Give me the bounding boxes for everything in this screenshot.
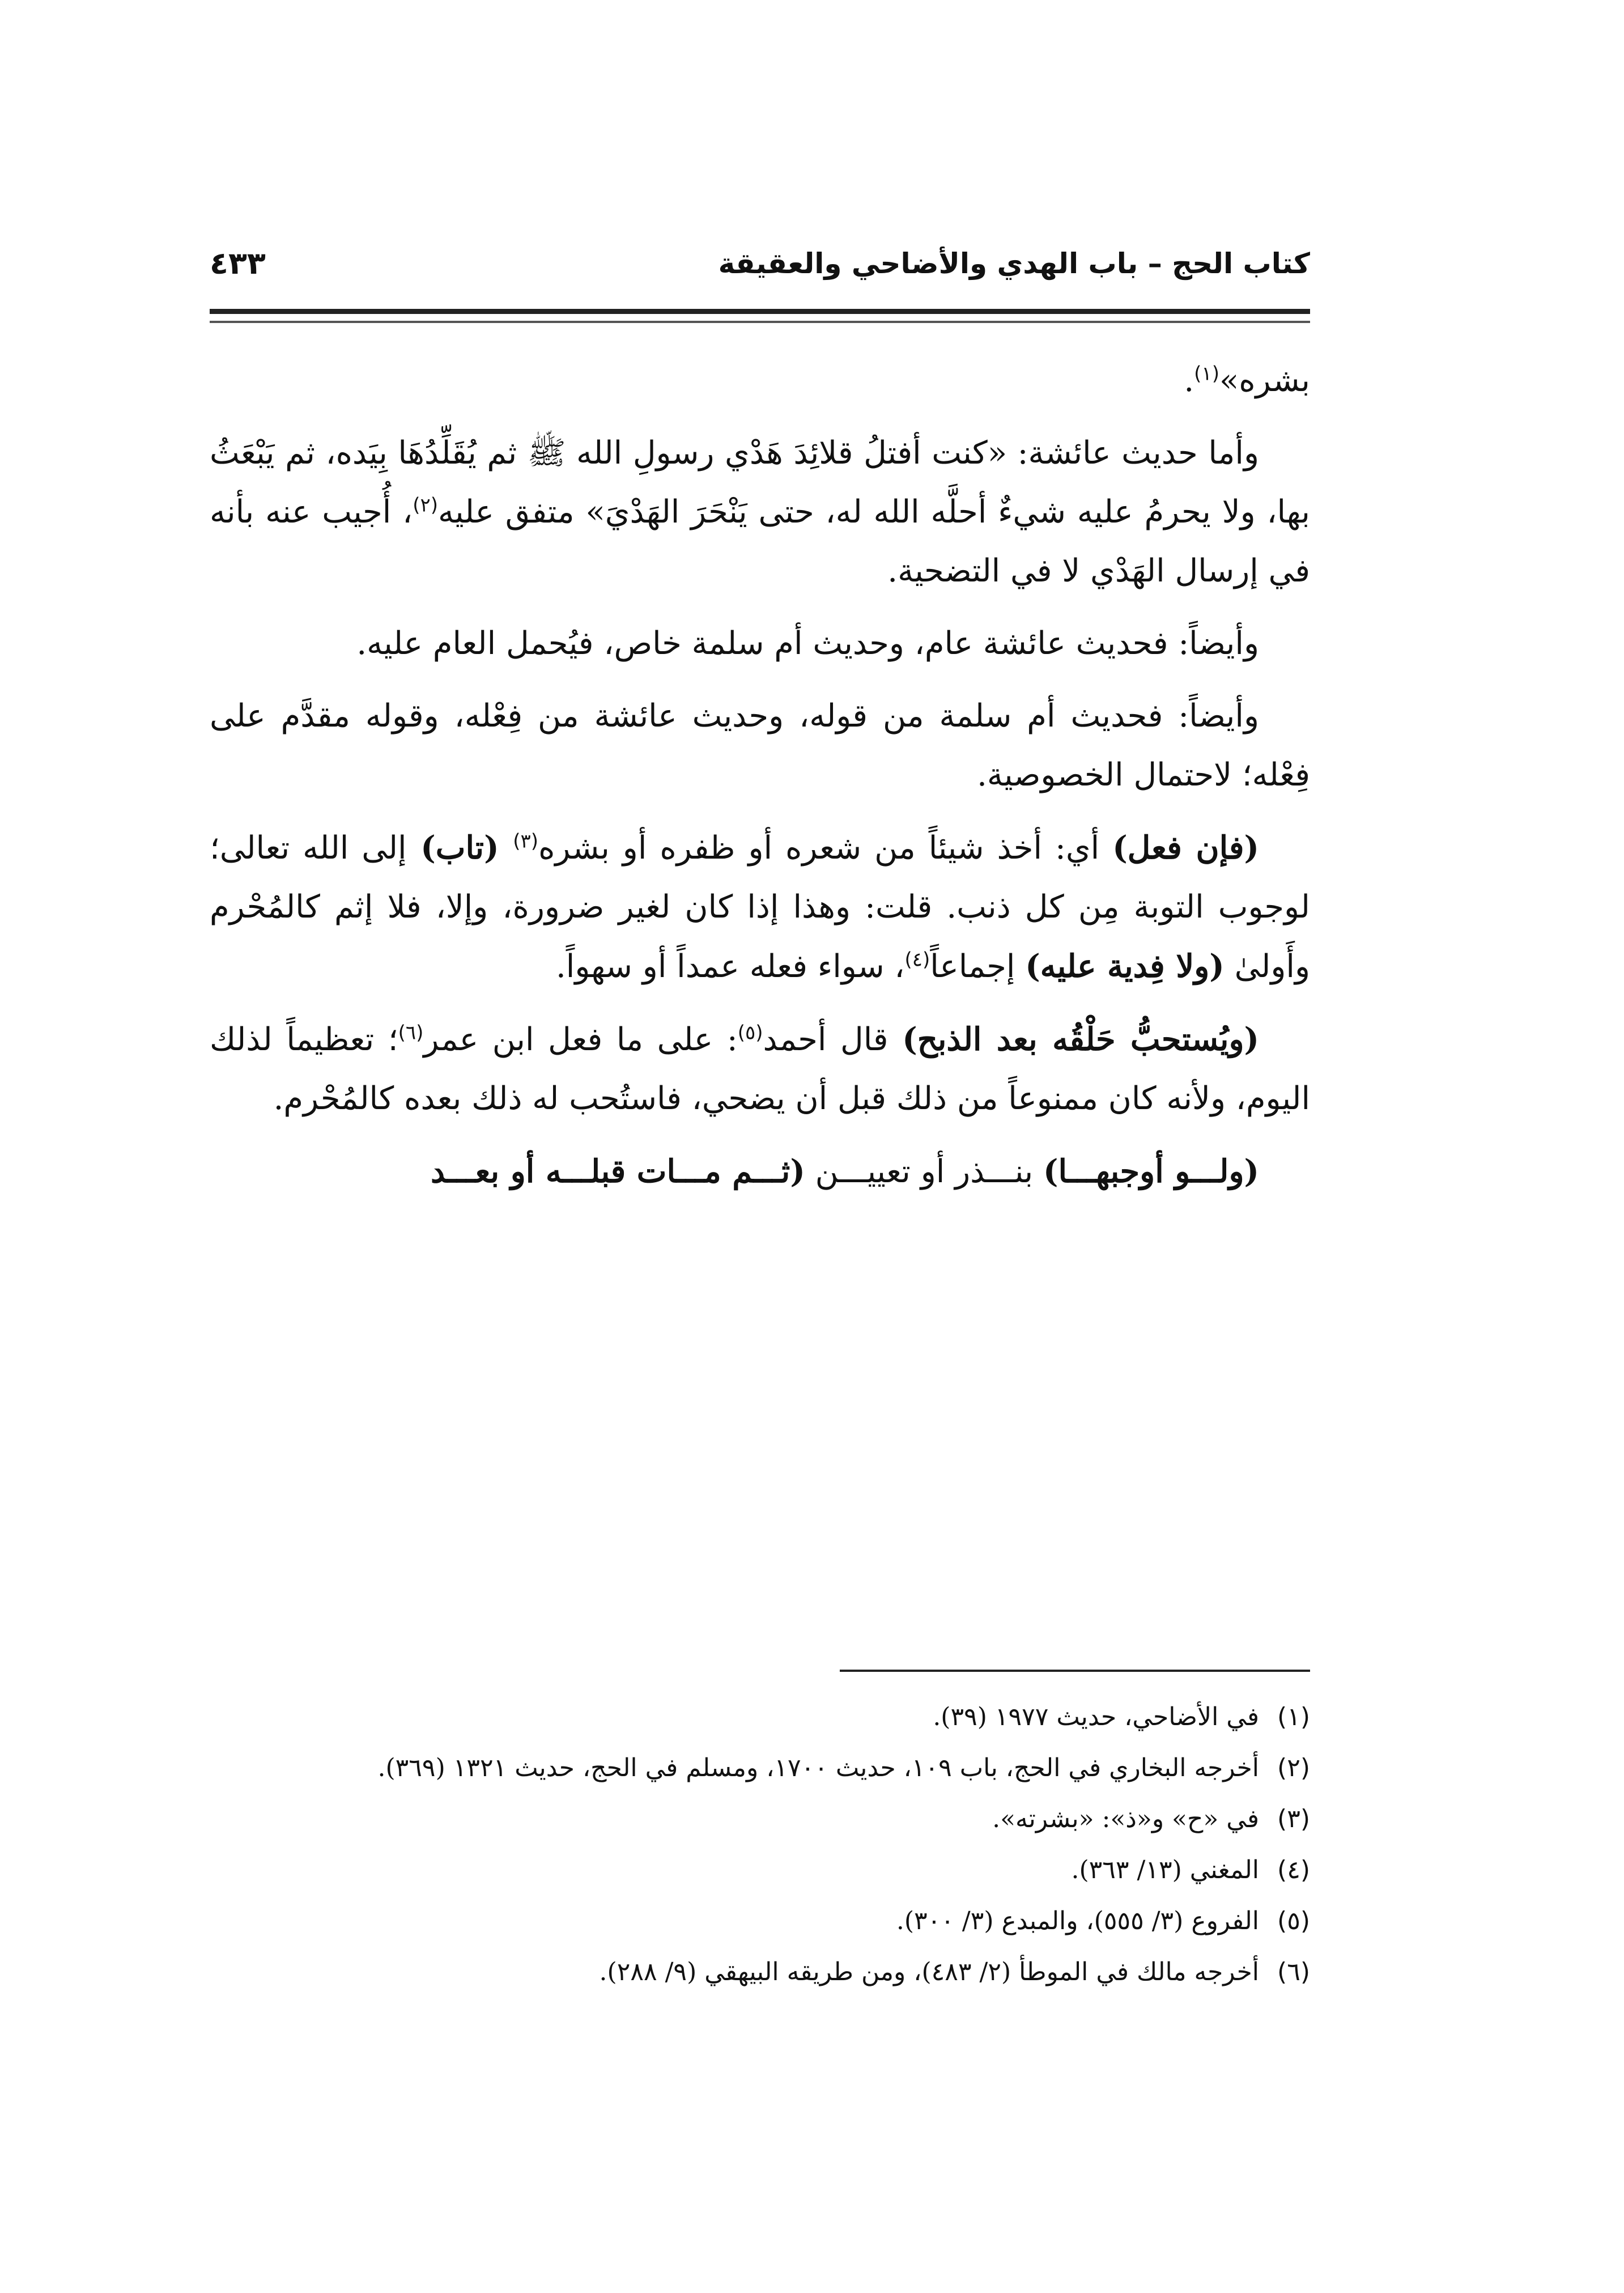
matn-phrase: (تاب) [406, 829, 513, 867]
matn-phrase: (ثـــم مـــات قبلـــه أو بعـــد [431, 1153, 805, 1190]
footnote-ref-5: (٥) [737, 1021, 763, 1044]
paragraph-0 [210, 351, 1310, 410]
footnote-item [210, 1695, 1310, 1740]
paragraph-0-tail: . [1184, 362, 1194, 399]
paragraph-2-text: وأيضاً: فحديث عائشة عام، وحديث أم سلمة خاص، فيُحمل العام عليه. [356, 625, 1259, 662]
commentary-text: : على ما فعل ابن عمر [423, 1021, 738, 1058]
matn-phrase: (ولـــو أوجبهـــا) [1043, 1153, 1259, 1190]
footnote-text: أخرجه مالك في الموطأ (٢/ ٤٨٣)، ومن طريقه البيهقي (٩/ ٢٨٨). [599, 1957, 1259, 1986]
running-header [210, 244, 1310, 289]
footnote-item [210, 1950, 1310, 1995]
paragraph-1 [210, 424, 1310, 601]
footnote-text: في الأضاحي، حديث ١٩٧٧ (٣٩). [933, 1702, 1259, 1731]
footnote-number: (٦) [1277, 1957, 1310, 1986]
paragraph-6 [210, 1142, 1310, 1201]
footnote-number: (٥) [1277, 1906, 1310, 1935]
paragraph-3-text: وأيضاً: فحديث أم سلمة من قوله، وحديث عائشة من فِعْله، وقوله مقدَّم على فِعْله؛ لاحتمال الخصوصية. [210, 698, 1310, 793]
footnote-text: المغني (١٣/ ٣٦٣). [1071, 1855, 1259, 1884]
commentary-text: ، سواء فعله عمداً أو سهواً. [555, 948, 905, 985]
footnote-ref-6: (٦) [398, 1021, 424, 1044]
footnotes [210, 1695, 1310, 2001]
footnote-ref-1: (١) [1194, 362, 1219, 385]
paragraph-5 [210, 1010, 1310, 1128]
paragraph-2 [210, 614, 1310, 673]
header-rule [210, 309, 1310, 314]
commentary-text: قال أحمد [763, 1021, 903, 1058]
page-number: ٤٣٣ [210, 245, 266, 281]
commentary-text: إجماعاً [930, 948, 1026, 985]
footnote-number: (٣) [1277, 1804, 1310, 1833]
footnote-text: أخرجه البخاري في الحج، باب ١٠٩، حديث ١٧٠٠، ومسلم في الحج، حديث ١٣٢١ (٣٦٩). [377, 1753, 1259, 1782]
paragraph-4 [210, 818, 1310, 996]
commentary-text: بنـــذر أو تعييـــن [805, 1153, 1044, 1190]
footnote-item [210, 1797, 1310, 1842]
paragraph-3 [210, 687, 1310, 805]
footnote-ref-3: (٣) [513, 830, 539, 853]
footnote-text: الفروع (٣/ ٥٥٥)، والمبدع (٣/ ٣٠٠). [896, 1906, 1259, 1935]
footnote-ref-4: (٤) [904, 948, 930, 971]
footnote-ref-2: (٢) [413, 494, 438, 517]
footnote-text: في «ح» و«ذ»: «بشرته». [992, 1804, 1259, 1833]
paragraph-1-tail: ، أُجيب عنه بأنه في إرسال الهَدْي لا في التضحية. [210, 494, 1310, 589]
matn-phrase: (فإن فعل) [1112, 829, 1259, 867]
footnote-item [210, 1899, 1310, 1944]
footnote-item [210, 1746, 1310, 1791]
commentary-text: إلى الله تعالى؛ لوجوب التوبة مِن كل ذنب. قلت: وهذا إذا كان لغير ضرورة، وإلا، فلا إثم كالمُحْرم وأَولىٰ [210, 830, 1310, 985]
paragraph-1-text: وأما حديث عائشة: «كنت أفتلُ قلائِدَ هَدْي رسولِ الله ﷺ ثم يُقَلِّدُهَا بِيَده، ثم يَبْعَثُ بها، ولا يحرمُ عليه شيءٌ أحلَّه الله له، حتى يَنْحَرَ الهَدْيَ» متفق عليه [210, 435, 1310, 530]
matn-phrase: (ولا فِدية عليه) [1025, 948, 1225, 985]
commentary-text: ؛ تعظيماً لذلك اليوم، ولأنه كان ممنوعاً من ذلك قبل أن يضحي، فاستُحب له ذلك بعده كالمُحْرم. [210, 1021, 1310, 1117]
main-text [210, 351, 1310, 1215]
footnote-number: (١) [1277, 1702, 1310, 1731]
chapter-title: كتاب الحج – باب الهدي والأضاحي والعقيقة [718, 247, 1310, 280]
commentary-text: أي: أخذ شيئاً من شعره أو ظفره أو بشره [538, 830, 1113, 867]
footnote-separator [840, 1670, 1310, 1672]
paragraph-0-text: بشره» [1219, 362, 1310, 399]
header-rule-thin [210, 321, 1310, 323]
footnote-number: (٢) [1277, 1753, 1310, 1782]
footnote-item [210, 1848, 1310, 1893]
footnote-number: (٤) [1277, 1855, 1310, 1884]
matn-phrase: (ويُستحبُّ حَلْقُه بعد الذبح) [902, 1021, 1259, 1058]
